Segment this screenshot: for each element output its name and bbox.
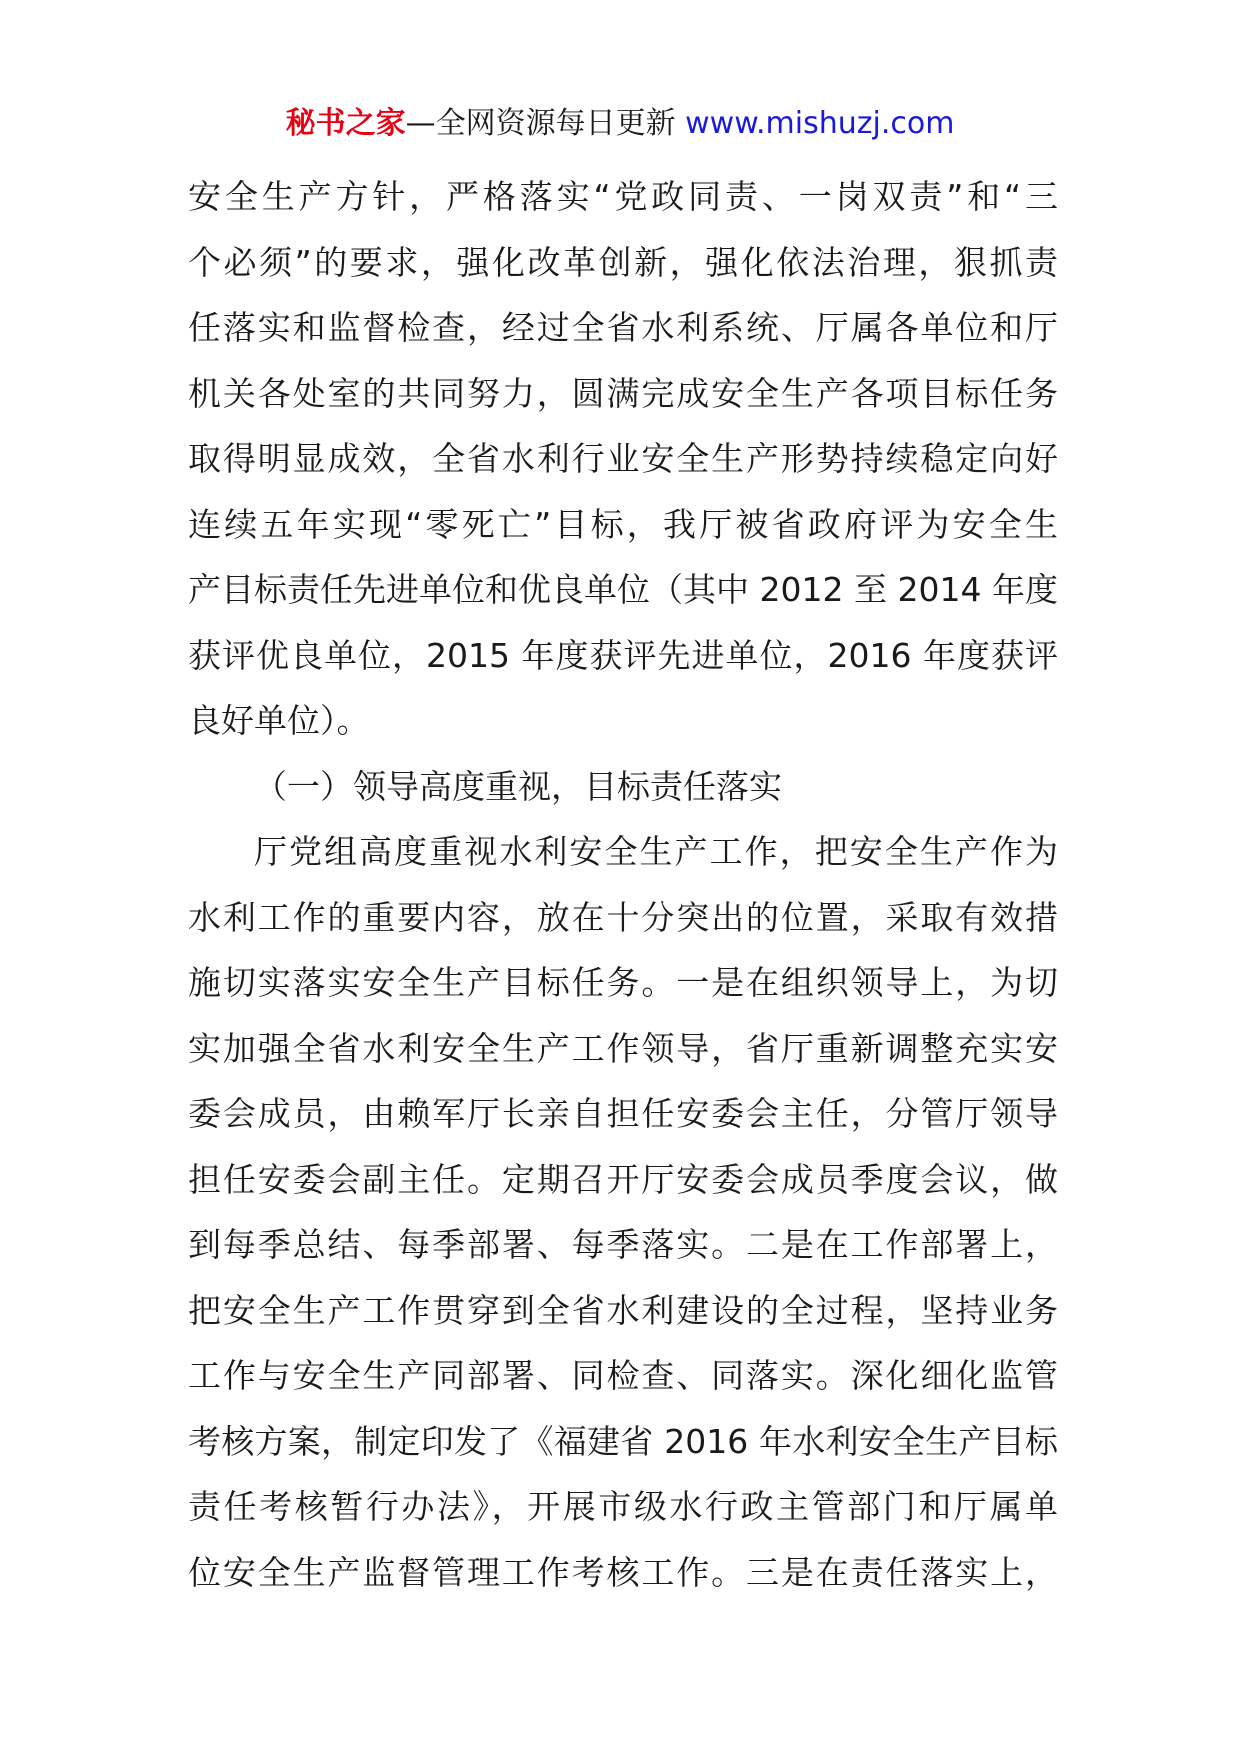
text-line: 位安全生产监督管理工作考核工作。三是在责任落实上，	[188, 1552, 1058, 1592]
text-line: 到每季总结、每季部署、每季落实。二是在工作部署上，	[188, 1225, 1058, 1264]
document-body	[188, 164, 1058, 1605]
text-line: 任落实和监督检查，经过全省水利系统、厅属各单位和厅	[188, 308, 1058, 347]
text-line: 担任安委会副主任。定期召开厅安委会成员季度会议，做	[188, 1159, 1058, 1199]
text-line: 个必须”的要求，强化改革创新，强化依法治理，狠抓责	[188, 242, 1058, 282]
header-tagline: —全网资源每日更新	[405, 106, 676, 141]
text-line: 委会成员，由赖军厅长亲自担任安委会主任，分管厅领导	[188, 1094, 1058, 1133]
text-line: 机关各处室的共同努力，圆满完成安全生产各项目标任务	[188, 373, 1058, 413]
text-line: 责任考核暂行办法》，开展市级水行政主管部门和厅属单	[188, 1487, 1058, 1526]
text-line: 工作与安全生产同部署、同检查、同落实。深化细化监管	[188, 1356, 1058, 1395]
text-line: 连续五年实现“零死亡”目标，我厅被省政府评为安全生	[188, 504, 1058, 544]
text-line: 产目标责任先进单位和优良单位（其中 2012 至 2014 年度	[188, 570, 1058, 609]
text-line: 水利工作的重要内容，放在十分突出的位置，采取有效措	[188, 897, 1058, 937]
text-line: 实加强全省水利安全生产工作领导，省厅重新调整充实安	[188, 1028, 1058, 1068]
page-header	[0, 102, 1240, 146]
text-line: 施切实落实安全生产目标任务。一是在组织领导上，为切	[188, 963, 1058, 1002]
text-line: 把安全生产工作贯穿到全省水利建设的全过程，坚持业务	[188, 1290, 1058, 1330]
text-line: 考核方案，制定印发了《福建省 2016 年水利安全生产目标	[188, 1421, 1058, 1461]
website-link[interactable]: www.mishuzj.com	[685, 106, 955, 141]
section-heading: （一）领导高度重视，目标责任落实	[254, 766, 782, 806]
text-line: 安全生产方针，严格落实“党政同责、一岗双责”和“三	[188, 177, 1058, 216]
text-line: 获评优良单位，2015 年度获评先进单位，2016 年度获评	[188, 635, 1058, 675]
text-line: 良好单位）。	[188, 701, 370, 740]
paragraph-first-line: 厅党组高度重视水利安全生产工作，把安全生产作为	[254, 832, 1058, 871]
text-line: 取得明显成效，全省水利行业安全生产形势持续稳定向好	[188, 439, 1058, 478]
brand-name: 秘书之家	[285, 106, 406, 141]
